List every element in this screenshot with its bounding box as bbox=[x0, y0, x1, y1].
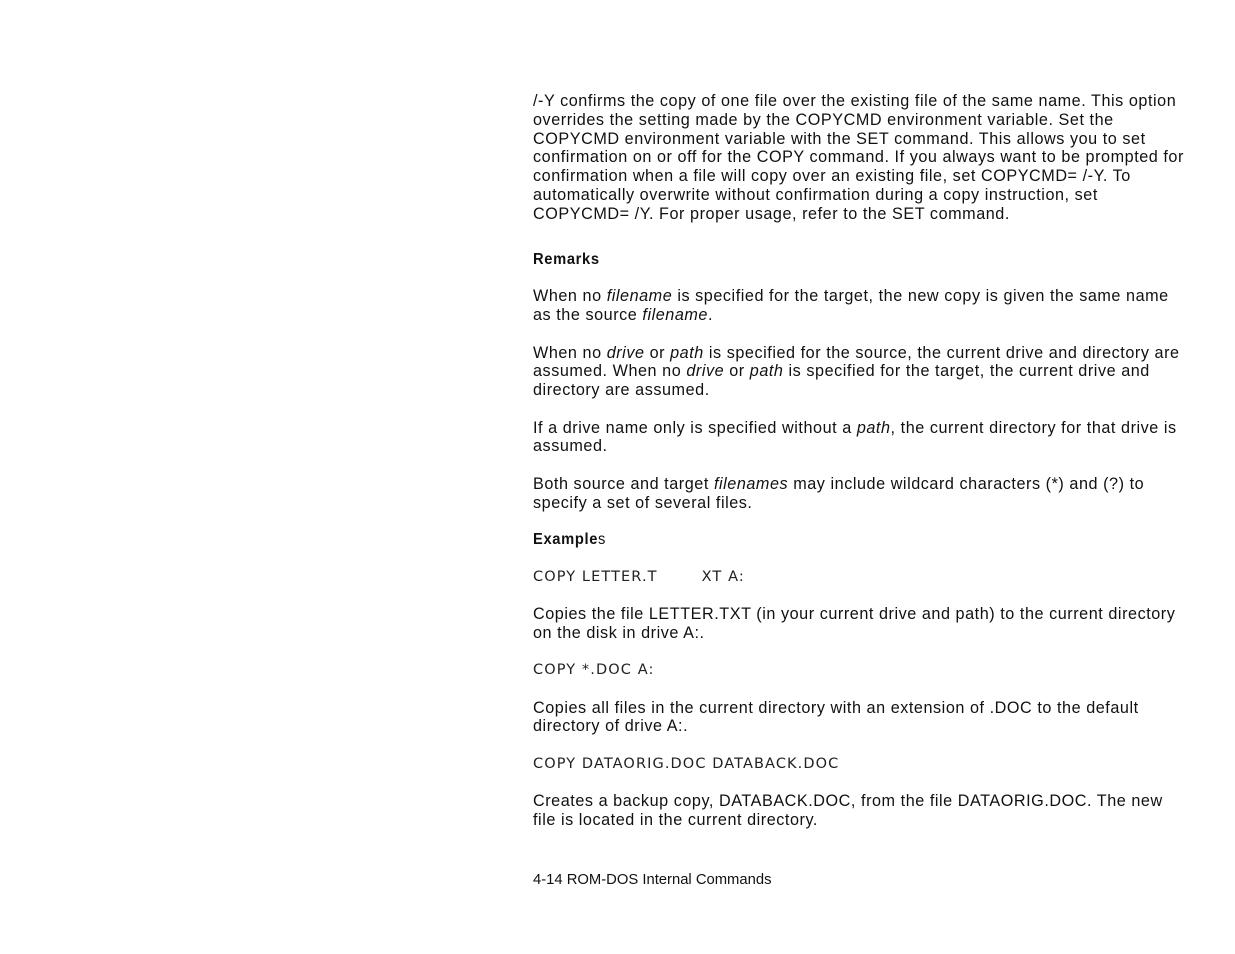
example-2-description: Copies all files in the current directory with an extension of .DOC to the default directory of drive A:. bbox=[533, 698, 1139, 736]
italic-term: path bbox=[856, 418, 891, 437]
text-run: or bbox=[724, 362, 750, 381]
italic-term: path bbox=[670, 343, 704, 362]
italic-term: path bbox=[749, 362, 784, 381]
text-run: , the current directory for that drive is assumed. bbox=[533, 418, 1177, 456]
italic-term: drive bbox=[686, 362, 725, 381]
intro-paragraph: /-Y confirms the copy of one file over the existing file of the same name. This option overrides the setting made by the COPYCMD environment variable. Set the COPYCMD environment variable with the SET command. This allows you to set confirmation on or off for the COPY command. If you always want to be prompted for confirmation when a file will copy over an existing file, set COPYCMD= /-Y. To automatically overwrite without confirmation during a copy instruction, set COPYCMD= /Y. For proper usage, refer to the SET command. bbox=[533, 92, 1184, 223]
text-run: is specified for the source, the current drive and directory are assumed. When no bbox=[533, 343, 1180, 381]
text-run: or bbox=[644, 343, 671, 362]
examples-heading bbox=[533, 531, 1133, 550]
remarks-paragraph-wildcards bbox=[533, 475, 1185, 513]
italic-term: filename bbox=[642, 306, 708, 325]
heading-text: Example bbox=[533, 530, 599, 548]
text-run: Both source and target bbox=[533, 474, 714, 493]
code-part: COPY LETTER.T bbox=[533, 568, 658, 585]
heading-tail: s bbox=[598, 530, 607, 548]
example-1-description: Copies the file LETTER.TXT (in your current drive and path) to the current directory on the disk in drive A:. bbox=[533, 605, 1176, 642]
example-3-command: COPY DATAORIG.DOC DATABACK.DOC bbox=[533, 755, 840, 772]
text-run: may include wildcard characters (*) and (?) to specify a set of several files. bbox=[533, 474, 1145, 512]
remarks-paragraph-drive-path bbox=[533, 344, 1185, 400]
italic-term: filename bbox=[606, 287, 673, 306]
example-3-description: Creates a backup copy, DATABACK.DOC, from the file DATAORIG.DOC. The new file is located in the current directory. bbox=[533, 792, 1163, 830]
text-run: If a drive name only is specified without a bbox=[533, 418, 857, 437]
text-run: . bbox=[707, 306, 714, 325]
page-footer: 4-14 ROM-DOS Internal Commands bbox=[533, 872, 772, 888]
remarks-heading: Remarks bbox=[533, 250, 600, 268]
remarks-paragraph-drive-only bbox=[533, 419, 1185, 457]
text-run: is specified for the target, the new copy is given the same name as the source bbox=[533, 287, 1169, 325]
italic-term: filenames bbox=[713, 474, 789, 493]
remarks-paragraph-filename bbox=[533, 287, 1185, 325]
page-content bbox=[533, 92, 1185, 848]
example-2-command: COPY *.DOC A: bbox=[533, 662, 655, 679]
text-run: When no bbox=[533, 287, 607, 306]
text-run: When no bbox=[533, 343, 607, 362]
text-run: is specified for the target, the current drive and directory are assumed. bbox=[533, 362, 1150, 400]
example-1-command bbox=[533, 568, 1185, 587]
code-part: XT A: bbox=[701, 568, 745, 585]
italic-term: drive bbox=[606, 343, 645, 362]
